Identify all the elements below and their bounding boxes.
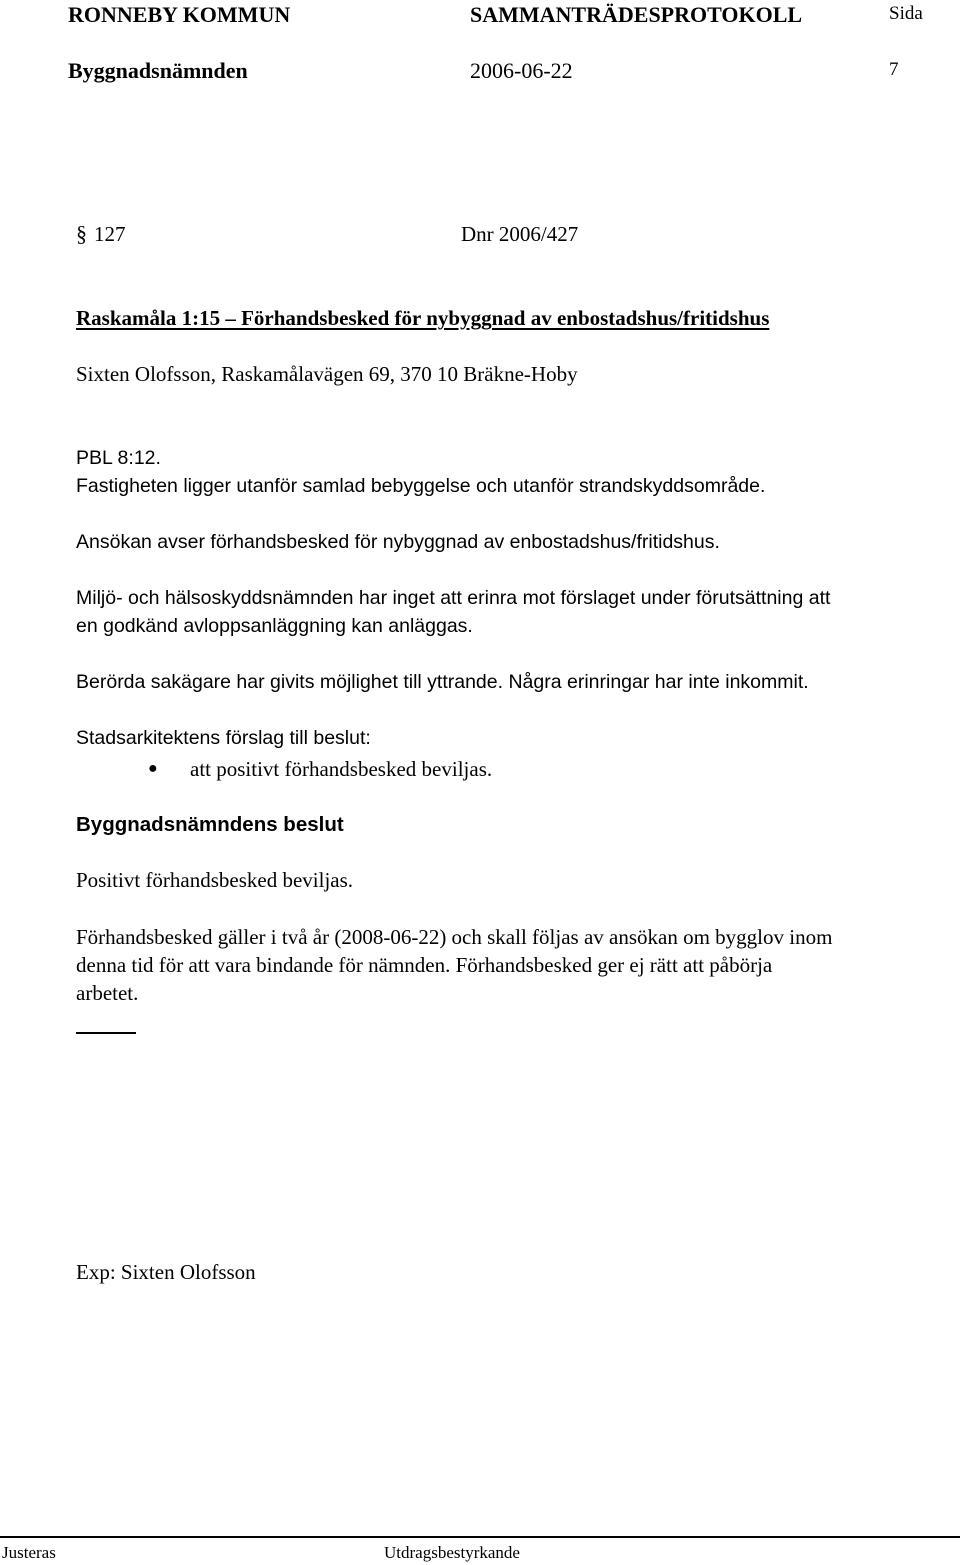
meeting-date: 2006-06-22 <box>470 58 573 83</box>
section-symbol: § <box>76 221 87 246</box>
footer-utdragsbestyrkande: Utdragsbestyrkande <box>384 1543 520 1562</box>
proposal-heading: Stadsarkitektens förslag till beslut: <box>76 727 371 749</box>
dispatch-note: Exp: Sixten Olofsson <box>76 1260 256 1284</box>
footer-justeras: Justeras <box>2 1543 56 1562</box>
stakeholders-text: Berörda sakägare har givits möjlighet till yttrande. Några erinringar har inte inkommit. <box>76 671 809 693</box>
committee-name: Byggnadsnämnden <box>68 58 248 83</box>
environment-statement-line2: en godkänd avloppsanläggning kan anläggas. <box>76 615 473 637</box>
property-note: Fastigheten ligger utanför samlad bebyggelse och utanför strandskyddsområde. <box>76 475 766 497</box>
pbl-reference: PBL 8:12. <box>76 447 161 469</box>
bullet-icon: ● <box>148 760 158 777</box>
decision-text: Positivt förhandsbesked beviljas. <box>76 868 354 892</box>
environment-statement-line1: Miljö- och hälsoskyddsnämnden har inget att erinra mot förslaget under förutsättning att <box>76 587 831 609</box>
page-label: Sida <box>889 3 923 24</box>
validity-line3: arbetet. <box>76 981 139 1005</box>
case-title: Raskamåla 1:15 – Förhandsbesked för nybyggnad av enbostadshus/fritidshus <box>76 306 770 330</box>
footer-rule <box>0 1536 960 1538</box>
applicant-address: Sixten Olofsson, Raskamålavägen 69, 370 10 Bräkne-Hoby <box>76 362 578 386</box>
protocol-title: SAMMANTRÄDESPROTOKOLL <box>470 2 803 27</box>
dnr-reference: Dnr 2006/427 <box>461 222 579 246</box>
proposal-bullet-text: att positivt förhandsbesked beviljas. <box>190 757 493 781</box>
validity-line2: denna tid för att vara bindande för nämnden. Förhandsbesked ger ej rätt att påbörja <box>76 953 773 977</box>
page-number: 7 <box>889 59 899 80</box>
separator-line <box>76 1032 136 1034</box>
validity-line1: Förhandsbesked gäller i två år (2008-06-22) och skall följas av ansökan om bygglov inom <box>76 925 833 949</box>
municipality-name: RONNEBY KOMMUN <box>68 2 291 27</box>
application-text: Ansökan avser förhandsbesked för nybyggnad av enbostadshus/fritidshus. <box>76 531 720 553</box>
paragraph-number: 127 <box>94 222 126 246</box>
decision-heading: Byggnadsnämndens beslut <box>76 813 344 836</box>
